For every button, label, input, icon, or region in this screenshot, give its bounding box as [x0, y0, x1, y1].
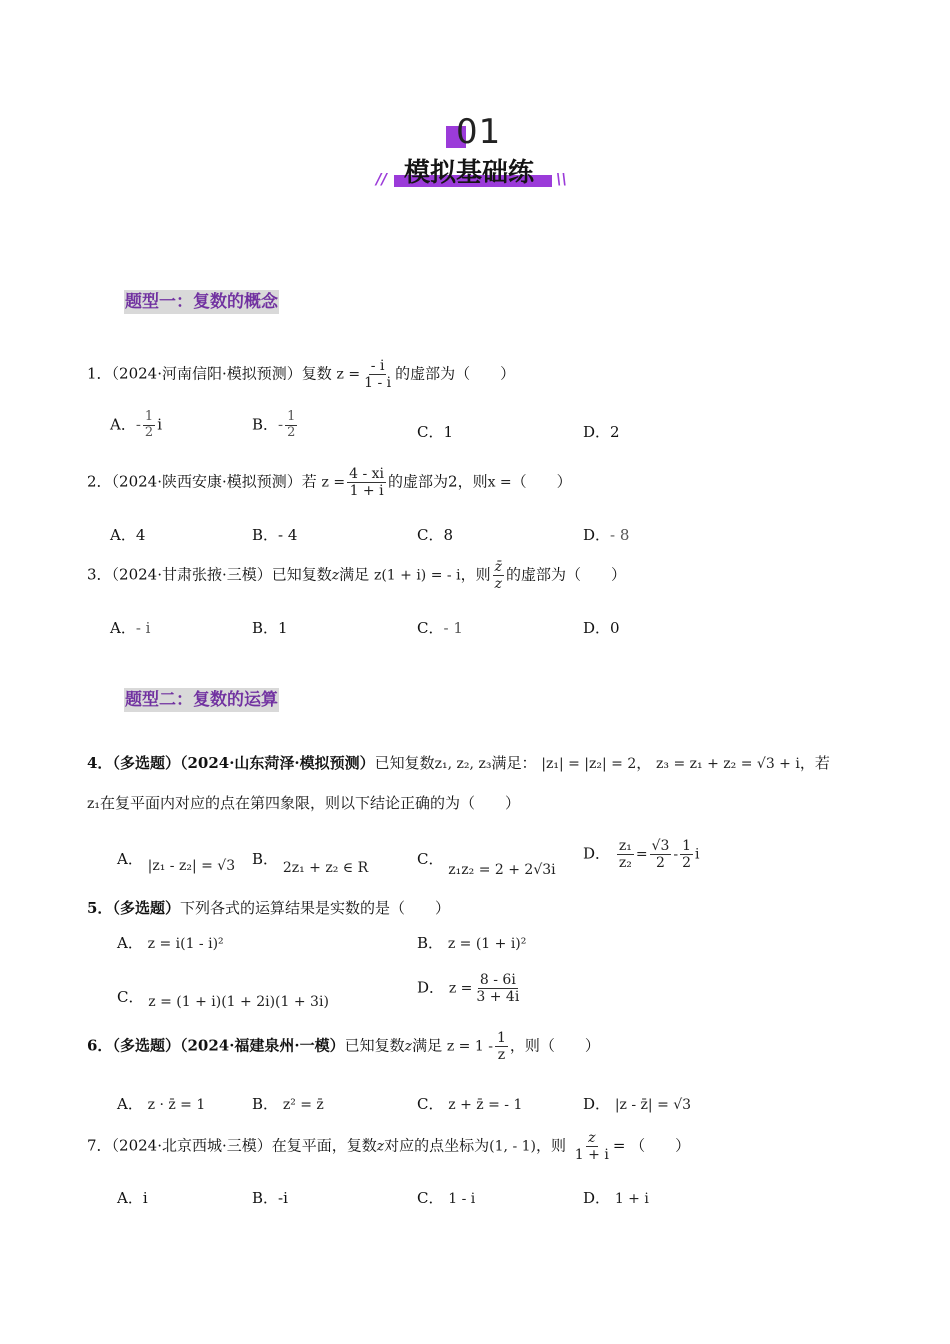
q1-option-c[interactable]: C．1 [417, 423, 454, 441]
q4-option-d[interactable]: D． $\frac{\text{z₁}}{\text{z₂}}$ = $\frac{√3}{2}$ - $\frac{1}{2}$ i [583, 838, 700, 872]
q4-option-a[interactable]: A． |z₁ - z₂| = √3 [117, 850, 236, 874]
q6-option-d[interactable]: D． |z - z̄| = √3 [583, 1095, 692, 1113]
question-7: 7．（2024·北京西城·三模）在复平面，复数z对应的点坐标为(1, - 1)，则 $\frac{z}{1 + i}$ = （ ） [87, 1130, 691, 1164]
q5-option-d[interactable]: D． z = $\frac{8 - 6i}{3 + 4i}$ [417, 972, 520, 1006]
q4-option-b[interactable]: B． 2z₁ + z₂ ∈ R [252, 850, 369, 876]
q1-option-b[interactable]: B．- $\frac{1}{2}$ [252, 409, 296, 440]
q6-option-b[interactable]: B． z² = z̄ [252, 1095, 324, 1113]
page-title: 模拟基础练 [404, 158, 535, 188]
question-6: 6．（多选题）（2024·福建泉州·一模）已知复数z满足 z = 1 - $\frac{1}{z}$ ，则（ ） [87, 1030, 600, 1064]
q2-option-a[interactable]: A．4 [110, 526, 146, 544]
question-4-line2: z₁在复平面内对应的点在第四象限，则以下结论正确的为（ ） [87, 794, 521, 812]
question-3: 3．（2024·甘肃张掖·三模）已知复数z满足 z(1 + i) = - i，则 $\frac{z̄}{z}$ 的虚部为（ ） [87, 559, 626, 593]
question-4: 4．（多选题）（2024·山东菏泽·模拟预测）已知复数z₁, z₂, z₃满足： |z₁| = |z₂| = 2， z₃ = z₁ + z₂ = √3 + i，若 [87, 754, 830, 772]
question-2: 2．（2024·陕西安康·模拟预测）若 z = $\frac{4 - xi}{1 + i}$ 的虚部为2，则x =（ ） [87, 466, 572, 500]
q1-option-d[interactable]: D．2 [583, 423, 620, 441]
section-heading-operation: 题型二：复数的运算 [125, 690, 278, 710]
q3-option-c[interactable]: C．- 1 [417, 619, 463, 637]
question-1: 1．（2024·河南信阳·模拟预测）复数 z = $\frac{- i}{1 - i}$ 的虚部为（ ） [87, 358, 516, 392]
slash-decoration-left: // [376, 170, 387, 188]
q5-option-b[interactable]: B． z = (1 + i)² [417, 934, 527, 952]
slash-decoration-right: \\ [556, 170, 567, 188]
q7-option-a[interactable]: A．i [117, 1189, 148, 1207]
question-5: 5．（多选题）下列各式的运算结果是实数的是（ ） [87, 899, 450, 917]
q3-option-b[interactable]: B．1 [252, 619, 288, 637]
q2-option-b[interactable]: B．- 4 [252, 526, 298, 544]
q7-option-d[interactable]: D． 1 + i [583, 1189, 649, 1207]
chapter-number: 01 [456, 112, 502, 152]
q2-option-c[interactable]: C．8 [417, 526, 454, 544]
q7-option-b[interactable]: B．-i [252, 1189, 288, 1207]
section-heading-concept: 题型一：复数的概念 [125, 292, 278, 312]
q2-option-d[interactable]: D．- 8 [583, 526, 630, 544]
q5-option-a[interactable]: A． z = i(1 - i)² [117, 934, 224, 952]
q3-option-d[interactable]: D．0 [583, 619, 620, 637]
q4-option-c[interactable]: C． z₁z₂ = 2 + 2√3i [417, 850, 556, 878]
q3-option-a[interactable]: A．- i [110, 619, 151, 637]
q1-option-a[interactable]: A．- $\frac{1}{2}$ i [110, 409, 163, 440]
q6-option-a[interactable]: A． z · z̄ = 1 [117, 1095, 206, 1113]
q7-option-c[interactable]: C． 1 - i [417, 1189, 476, 1207]
q5-option-c[interactable]: C． z = (1 + i)(1 + 2i)(1 + 3i) [117, 988, 329, 1010]
q6-option-c[interactable]: C． z + z̄ = - 1 [417, 1095, 523, 1113]
